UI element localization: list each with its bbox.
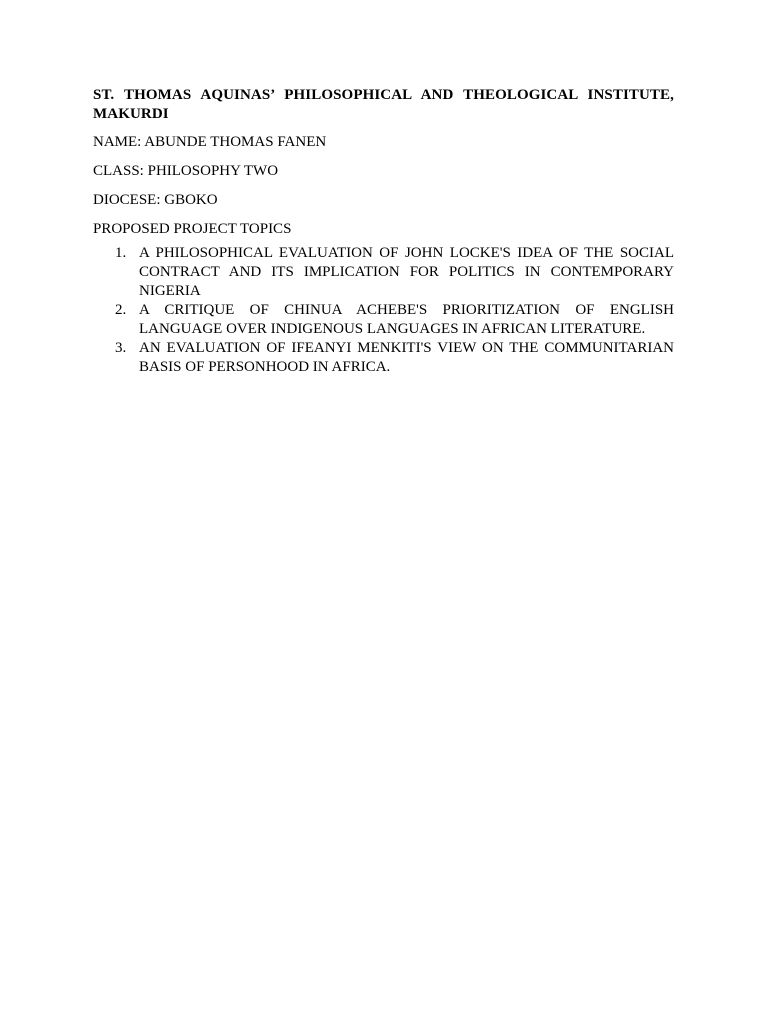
list-item-text: A PHILOSOPHICAL EVALUATION OF JOHN LOCKE'S IDEA OF THE SOCIAL CONTRACT AND ITS IMPLICATION FOR POLITICS IN CONTEMPORARY NIGERIA: [139, 245, 674, 299]
list-item-number: 3.: [115, 340, 127, 356]
student-name: NAME: ABUNDE THOMAS FANEN: [93, 134, 327, 150]
list-item: [115, 339, 674, 377]
project-topics-list: [93, 244, 674, 377]
list-item: [115, 244, 674, 301]
list-item-number: 1.: [115, 245, 127, 261]
institute-heading: ST. THOMAS AQUINAS’ PHILOSOPHICAL AND THEOLOGICAL INSTITUTE, MAKURDI: [93, 87, 674, 122]
student-diocese: DIOCESE: GBOKO: [93, 192, 218, 208]
list-item: [115, 301, 674, 339]
section-title: PROPOSED PROJECT TOPICS: [93, 221, 292, 237]
list-item-number: 2.: [115, 302, 127, 318]
student-class: CLASS: PHILOSOPHY TWO: [93, 163, 279, 179]
list-item-text: AN EVALUATION OF IFEANYI MENKITI'S VIEW ON THE COMMUNITARIAN BASIS OF PERSONHOOD IN AFRICA.: [139, 340, 674, 375]
list-item-text: A CRITIQUE OF CHINUA ACHEBE'S PRIORITIZATION OF ENGLISH LANGUAGE OVER INDIGENOUS LANGUAGES IN AFRICAN LITERATURE.: [139, 302, 674, 337]
